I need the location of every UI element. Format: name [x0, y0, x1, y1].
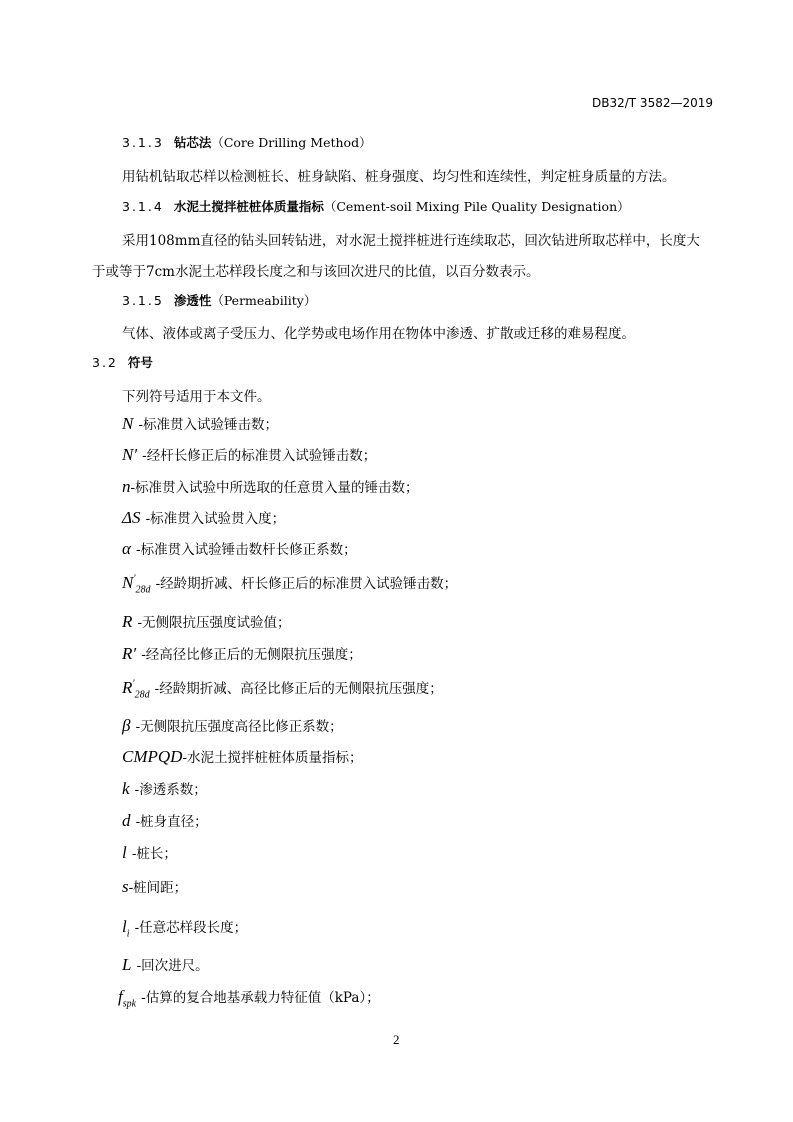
symbol-description: -标准贯入试验中所选取的任意贯入量的锤击数；: [130, 480, 419, 496]
symbol-description: -回次进尺。: [136, 958, 209, 974]
section-3-1-3-heading: [122, 133, 372, 151]
symbol-description: -标准贯入试验贯入度；: [145, 511, 286, 527]
symbol-entry-L: [122, 954, 209, 975]
section-3-1-5-heading: [122, 291, 316, 309]
symbol-entry-R-28d: [122, 677, 443, 701]
section-title: 钻芯法: [173, 135, 212, 150]
symbol: N: [122, 414, 134, 433]
symbol-entry-N-28d: [122, 572, 458, 596]
symbol-description: -桩长；: [131, 846, 177, 862]
symbol: l: [122, 843, 127, 862]
symbol-entry-d: [122, 810, 208, 831]
symbol: d: [122, 811, 131, 830]
section-number: 3.1.5: [122, 293, 164, 308]
symbol-description: -估算的复合地基承载力特征值（kPa）；: [141, 990, 380, 1006]
symbol-entry-alpha: [122, 538, 357, 559]
symbol-entry-N: [122, 413, 278, 434]
symbol: N′: [122, 445, 138, 464]
symbol: CMPQD: [122, 747, 183, 766]
section-title: 水泥土搅拌桩桩体质量指标: [173, 199, 324, 214]
symbol-description: -无侧限抗压强度试验值；: [137, 615, 291, 631]
symbol-description: -桩间距；: [128, 880, 188, 896]
symbol-description: -标准贯入试验锤击数；: [138, 417, 278, 433]
symbol-description: -经高径比修正后的无侧限抗压强度；: [141, 647, 362, 663]
section-english-title: （Permeability）: [211, 293, 317, 308]
symbol-description: -经龄期折减、杆长修正后的标准贯入试验锤击数；: [155, 576, 458, 592]
symbol: L: [122, 955, 132, 974]
symbol-description: -标准贯入试验锤击数杆长修正系数；: [136, 542, 357, 558]
symbol: α: [122, 539, 131, 558]
section-3-2-heading: [92, 353, 153, 371]
section-number: 3.1.3: [122, 135, 164, 150]
symbol-entry-s: [122, 876, 187, 897]
section-english-title: （Core Drilling Method）: [211, 135, 372, 150]
symbol-entry-CMPQD: [122, 746, 363, 767]
symbol-entry-f-spk: [118, 986, 380, 1010]
symbol-entry-N-prime: [122, 444, 376, 465]
section-3-1-4-definition-line2: 于或等于7cm水泥土芯样段长度之和与该回次进尺的比值，以百分数表示。: [92, 264, 540, 280]
section-number: 3.2: [92, 355, 118, 370]
symbol-entry-R: [122, 611, 291, 632]
document-code: DB32/T 3582—2019: [592, 96, 714, 110]
symbol: $R'_{28d}$: [122, 678, 150, 701]
section-english-title: （Cement-soil Mixing Pile Quality Designation）: [323, 199, 630, 214]
section-3-1-4-definition-line1: 采用108mm直径的钻头回转钻进，对水泥土搅拌桩进行连续取芯，回次钻进所取芯样中，长度大: [122, 233, 700, 249]
symbol-description: -无侧限抗压强度高径比修正系数；: [135, 719, 343, 735]
symbol-entry-l: [122, 842, 177, 863]
symbol-entry-n: [122, 476, 419, 497]
symbol: $f_{spk}$: [118, 987, 137, 1010]
symbol: k: [122, 779, 130, 798]
symbol: β: [122, 716, 131, 735]
symbol: s: [122, 877, 129, 896]
symbol: $l_i$: [122, 917, 130, 940]
symbol-entry-delta-S: [122, 507, 285, 528]
symbol: R′: [122, 644, 137, 663]
symbol-description: -水泥土搅拌桩桩体质量指标；: [182, 750, 363, 766]
symbols-intro: 下列符号适用于本文件。: [122, 389, 271, 405]
symbol-description: -任意芯样段长度；: [134, 920, 248, 936]
symbol-description: -渗透系数；: [134, 782, 207, 798]
symbol-description: -经杆长修正后的标准贯入试验锤击数；: [142, 448, 377, 464]
symbol-description: -经龄期折减、高径比修正后的无侧限抗压强度；: [154, 681, 443, 697]
section-3-1-4-heading: [122, 197, 630, 215]
symbol-entry-R-prime: [122, 643, 362, 664]
section-3-1-3-definition: 用钻机钻取芯样以检测桩长、桩身缺陷、桩身强度、均匀性和连续性，判定桩身质量的方法。: [122, 169, 676, 185]
symbol: n: [122, 477, 131, 496]
symbol: R: [122, 612, 133, 631]
symbol-description: -桩身直径；: [135, 814, 208, 830]
section-number: 3.1.4: [122, 199, 164, 214]
section-title: 渗透性: [173, 293, 212, 308]
page-number: 2: [393, 1032, 400, 1047]
symbol-entry-l-i: [122, 916, 248, 940]
symbol: ΔS: [122, 508, 141, 527]
symbol-entry-k: [122, 778, 207, 799]
section-title: 符号: [127, 355, 153, 370]
symbol: $N'_{28d}$: [122, 573, 151, 596]
symbol-entry-beta: [122, 715, 343, 736]
section-3-1-5-definition: 气体、液体或离子受压力、化学势或电场作用在物体中渗透、扩散或迁移的难易程度。: [122, 326, 635, 342]
